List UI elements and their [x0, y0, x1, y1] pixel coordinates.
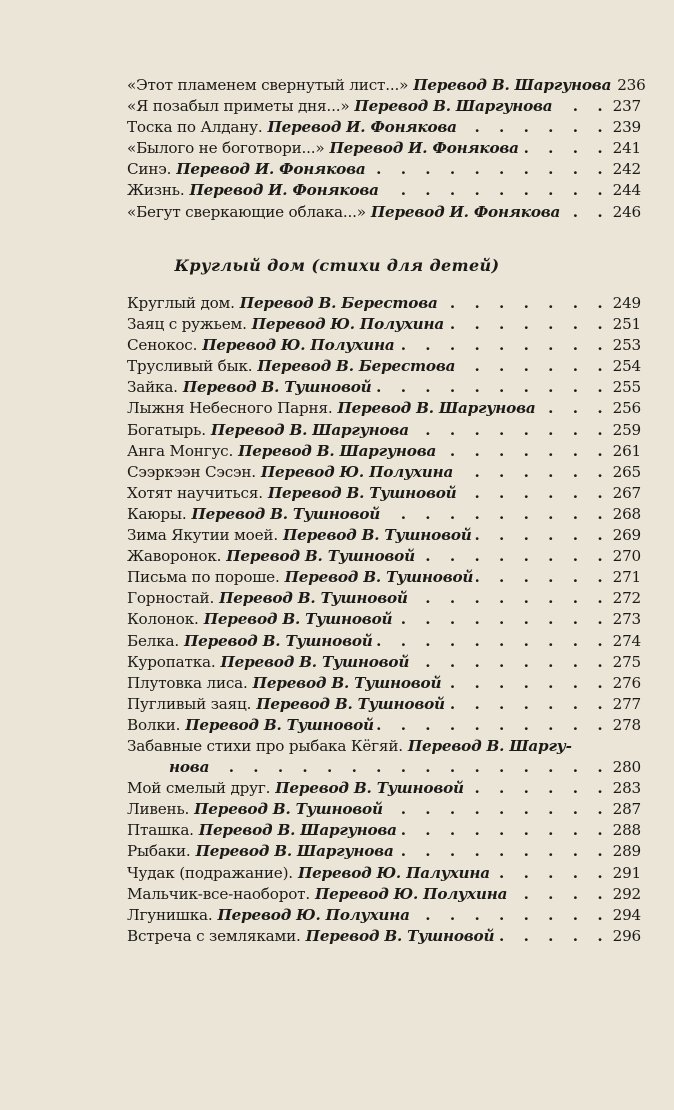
dot-leader — [412, 653, 609, 671]
entry-title: Сээркээн Сэсэн. — [127, 462, 256, 481]
dot-leader — [493, 864, 610, 882]
entry-page-number: 296 — [612, 926, 641, 945]
entry-page-number: 273 — [612, 610, 641, 629]
dot-leader — [377, 716, 610, 734]
toc-list-section-2 — [127, 294, 641, 948]
entry-translator: Перевод Ю. Полухина — [260, 462, 454, 481]
entry-translator: Перевод В. Тушновой — [252, 673, 442, 692]
entry-translator: Перевод В. Тушновой — [282, 526, 472, 545]
entry-title: Волки. — [127, 715, 181, 734]
entry-page-number: 251 — [612, 315, 641, 334]
dot-leader — [412, 421, 610, 439]
dot-leader — [476, 568, 609, 586]
dot-leader — [400, 821, 610, 839]
dot-leader — [386, 800, 610, 818]
entry-page-number: 256 — [612, 399, 641, 418]
entry-page-number: 237 — [612, 97, 641, 116]
entry-page-number: 269 — [612, 526, 641, 545]
entry-title: Анга Монгус. — [127, 441, 234, 460]
entry-page-number: 242 — [612, 160, 641, 179]
entry-title: Жизнь. — [127, 181, 185, 200]
entry-translator: Перевод В. Тушновой — [256, 694, 445, 713]
dot-leader — [444, 674, 609, 692]
entry-translator-continuation: нова — [169, 758, 210, 777]
entry-title: Хотят научиться. — [127, 483, 263, 502]
toc-entry — [127, 315, 641, 336]
entry-translator: Перевод В. Тушновой — [284, 568, 474, 587]
toc-entry — [127, 118, 641, 139]
toc-entry — [127, 357, 641, 378]
entry-page-number: 274 — [612, 631, 641, 650]
entry-page-number: 261 — [612, 441, 641, 460]
toc-entry — [127, 864, 641, 885]
entry-page-number: 275 — [612, 652, 641, 671]
entry-title: Лыжня Небесного Парня. — [127, 399, 333, 418]
dot-leader — [447, 315, 610, 333]
entry-translator: Перевод В. Шаргунова — [198, 821, 397, 840]
entry-title: Тоска по Алдану. — [127, 118, 263, 137]
entry-title: Горностай. — [127, 589, 215, 608]
entry-translator: Перевод В. Шаргунова — [413, 76, 612, 94]
entry-page-number: 253 — [612, 336, 641, 355]
entry-page-number: 236 — [617, 76, 646, 94]
entry-translator: Перевод В. Берестова — [239, 294, 438, 312]
dot-leader — [441, 294, 610, 312]
entry-title: Зайка. — [127, 378, 178, 397]
toc-entry — [127, 547, 641, 568]
entry-title: Каюры. — [127, 504, 187, 523]
dot-leader — [212, 758, 609, 776]
toc-entry — [127, 76, 646, 97]
entry-page-number: 291 — [612, 863, 641, 882]
entry-translator: Перевод В. Тушновой — [203, 610, 393, 629]
toc-entry — [127, 779, 641, 800]
entry-page-number: 239 — [612, 118, 641, 137]
toc-entry — [127, 463, 641, 484]
toc-entry — [127, 378, 641, 399]
entry-page-number: 280 — [612, 758, 641, 777]
toc-entry — [127, 653, 641, 674]
dot-leader — [539, 399, 610, 417]
entry-title: Круглый дом. — [127, 294, 235, 312]
dot-leader — [497, 927, 609, 945]
toc-entry — [127, 97, 641, 118]
dot-leader — [382, 181, 610, 199]
entry-title: Сенокос. — [127, 336, 198, 355]
entry-translator: Перевод В. Шаргунова — [354, 97, 553, 116]
entry-title: Куропатка. — [127, 652, 216, 671]
entry-page-number: 271 — [612, 568, 641, 587]
toc-entry — [127, 674, 641, 695]
entry-translator: Перевод В. Тушновой — [219, 589, 408, 608]
entry-page-number: 272 — [612, 589, 641, 608]
toc-entry-continuation — [127, 758, 641, 779]
toc-entry — [127, 160, 641, 181]
entry-translator: Перевод В. Шаргунова — [337, 399, 536, 418]
entry-translator: Перевод В. Берестова — [257, 357, 456, 376]
entry-title: Плутовка лиса. — [127, 673, 248, 692]
entry-title: Трусливый бык. — [127, 357, 253, 376]
entry-page-number: 244 — [612, 181, 641, 200]
entry-translator: Перевод В. Тушновой — [183, 631, 373, 650]
entry-title: Заяц с ружьем. — [127, 315, 247, 334]
toc-entry — [127, 421, 641, 442]
toc-entry — [127, 203, 641, 224]
entry-title: Письма по пороше. — [127, 568, 280, 587]
entry-translator: Перевод Ю. Полухина — [315, 884, 508, 903]
entry-translator: Перевод Ю. Полухина — [202, 336, 395, 355]
entry-translator: Перевод И. Фонякова — [267, 118, 457, 137]
entry-translator: Перевод В. Тушновой — [182, 378, 372, 397]
entry-page-number: 270 — [612, 547, 641, 566]
toc-entry — [127, 589, 641, 610]
dot-leader — [375, 378, 610, 396]
toc-entry — [127, 716, 641, 737]
entry-page-number: 278 — [612, 715, 641, 734]
entry-page-number: 288 — [612, 821, 641, 840]
entry-page-number: 255 — [612, 378, 641, 397]
dot-leader — [397, 842, 610, 860]
toc-entry — [127, 526, 641, 547]
toc-entry — [127, 399, 641, 420]
dot-leader — [467, 779, 610, 797]
entry-translator: Перевод В. Шаргунова — [210, 420, 409, 439]
entry-title: Забавные стихи про рыбака Кёгяй. — [127, 736, 403, 755]
dot-leader — [510, 885, 609, 903]
entry-title: «Этот пламенем свернутый лист...» — [127, 76, 409, 94]
toc-entry — [127, 737, 641, 758]
entry-title: Богатырь. — [127, 420, 206, 439]
entry-translator: Перевод В. Тушновой — [194, 800, 383, 819]
dot-leader — [458, 357, 609, 375]
entry-title: Чудак (подражание). — [127, 863, 293, 882]
dot-leader — [439, 442, 609, 460]
entry-page-number: 254 — [612, 357, 641, 376]
dot-leader — [398, 336, 610, 354]
entry-page-number: 259 — [612, 420, 641, 439]
entry-translator: Перевод В. Шаргунова — [238, 441, 437, 460]
entry-title: Зима Якутии моей. — [127, 526, 278, 545]
toc-entry — [127, 842, 641, 863]
entry-page-number: 241 — [612, 139, 641, 158]
entry-title: Мой смелый друг. — [127, 779, 271, 798]
dot-leader — [418, 547, 610, 565]
entry-title: Встреча с земляками. — [127, 926, 301, 945]
toc-entry — [127, 927, 641, 948]
dot-leader — [369, 160, 610, 178]
entry-translator: Перевод В. Тушновой — [220, 652, 410, 671]
entry-title: Мальчик-все-наоборот. — [127, 884, 310, 903]
toc-entry — [127, 181, 641, 202]
entry-page-number: 276 — [612, 673, 641, 692]
entry-title: Лгунишка. — [127, 905, 213, 924]
toc-entry — [127, 906, 641, 927]
dot-leader — [460, 484, 610, 502]
entry-title: Белка. — [127, 631, 179, 650]
entry-page-number: 289 — [612, 842, 641, 861]
entry-translator: Перевод Ю. Полухина — [251, 315, 445, 334]
dot-leader — [522, 139, 610, 157]
dot-leader — [555, 97, 609, 115]
section-heading: Круглый дом (стихи для детей) — [174, 256, 500, 275]
entry-translator: Перевод В. Шаргунова — [195, 842, 394, 861]
toc-entry — [127, 800, 641, 821]
entry-page-number: 287 — [612, 800, 641, 819]
dot-leader — [448, 695, 610, 713]
toc-list-section-1 — [127, 76, 646, 224]
entry-page-number: 265 — [612, 462, 641, 481]
dot-leader — [456, 463, 609, 481]
entry-title: Синэ. — [127, 160, 172, 179]
dot-leader — [383, 505, 609, 523]
dot-leader — [460, 118, 610, 136]
toc-entry — [127, 695, 641, 716]
toc-entry — [127, 484, 641, 505]
entry-title: Жаворонок. — [127, 547, 222, 566]
toc-entry — [127, 336, 641, 357]
entry-page-number: 267 — [612, 483, 641, 502]
entry-translator: Перевод В. Тушновой — [305, 926, 495, 945]
entry-title: Пташка. — [127, 821, 194, 840]
entry-translator: Перевод И. Фонякова — [370, 202, 561, 221]
entry-title: «Бегут сверкающие облака...» — [127, 202, 366, 221]
entry-translator: Перевод И. Фонякова — [176, 160, 366, 179]
toc-entry — [127, 610, 641, 631]
dot-leader — [376, 632, 610, 650]
entry-page-number: 268 — [612, 504, 641, 523]
entry-translator: Перевод В. Тушновой — [275, 779, 464, 798]
entry-translator: Перевод В. Тушновой — [267, 483, 457, 502]
toc-entry — [127, 821, 641, 842]
entry-page-number: 292 — [612, 884, 641, 903]
entry-title: Пугливый заяц. — [127, 694, 252, 713]
entry-translator: Перевод В. Тушновой — [191, 504, 381, 523]
toc-entry — [127, 568, 641, 589]
toc-entry — [127, 885, 641, 906]
toc-entry — [127, 442, 641, 463]
entry-translator: Перевод И. Фонякова — [189, 181, 379, 200]
entry-title: Ливень. — [127, 800, 190, 819]
entry-page-number: 249 — [612, 294, 641, 312]
dot-leader — [411, 589, 610, 607]
toc-entry — [127, 632, 641, 653]
entry-title: «Былого не боготвори...» — [127, 139, 325, 158]
entry-title: «Я позабыл приметы дня...» — [127, 97, 350, 116]
toc-entry — [127, 139, 641, 160]
entry-translator: Перевод В. Шаргу- — [407, 736, 572, 755]
entry-translator: Перевод В. Тушновой — [185, 715, 374, 734]
toc-entry — [127, 505, 641, 526]
entry-translator: Перевод В. Тушновой — [226, 547, 415, 566]
dot-leader — [475, 526, 610, 544]
toc-entry — [127, 294, 641, 315]
entry-page-number: 294 — [612, 905, 641, 924]
entry-title: Рыбаки. — [127, 842, 191, 861]
entry-title: Колонок. — [127, 610, 199, 629]
dot-leader — [395, 610, 609, 628]
dot-leader — [563, 203, 609, 221]
dot-leader — [413, 906, 610, 924]
entry-translator: Перевод Ю. Палухина — [297, 863, 490, 882]
entry-page-number: 277 — [612, 694, 641, 713]
entry-page-number: 246 — [612, 202, 641, 221]
entry-translator: Перевод Ю. Полухина — [217, 905, 410, 924]
entry-page-number: 283 — [612, 779, 641, 798]
entry-translator: Перевод И. Фонякова — [329, 139, 519, 158]
